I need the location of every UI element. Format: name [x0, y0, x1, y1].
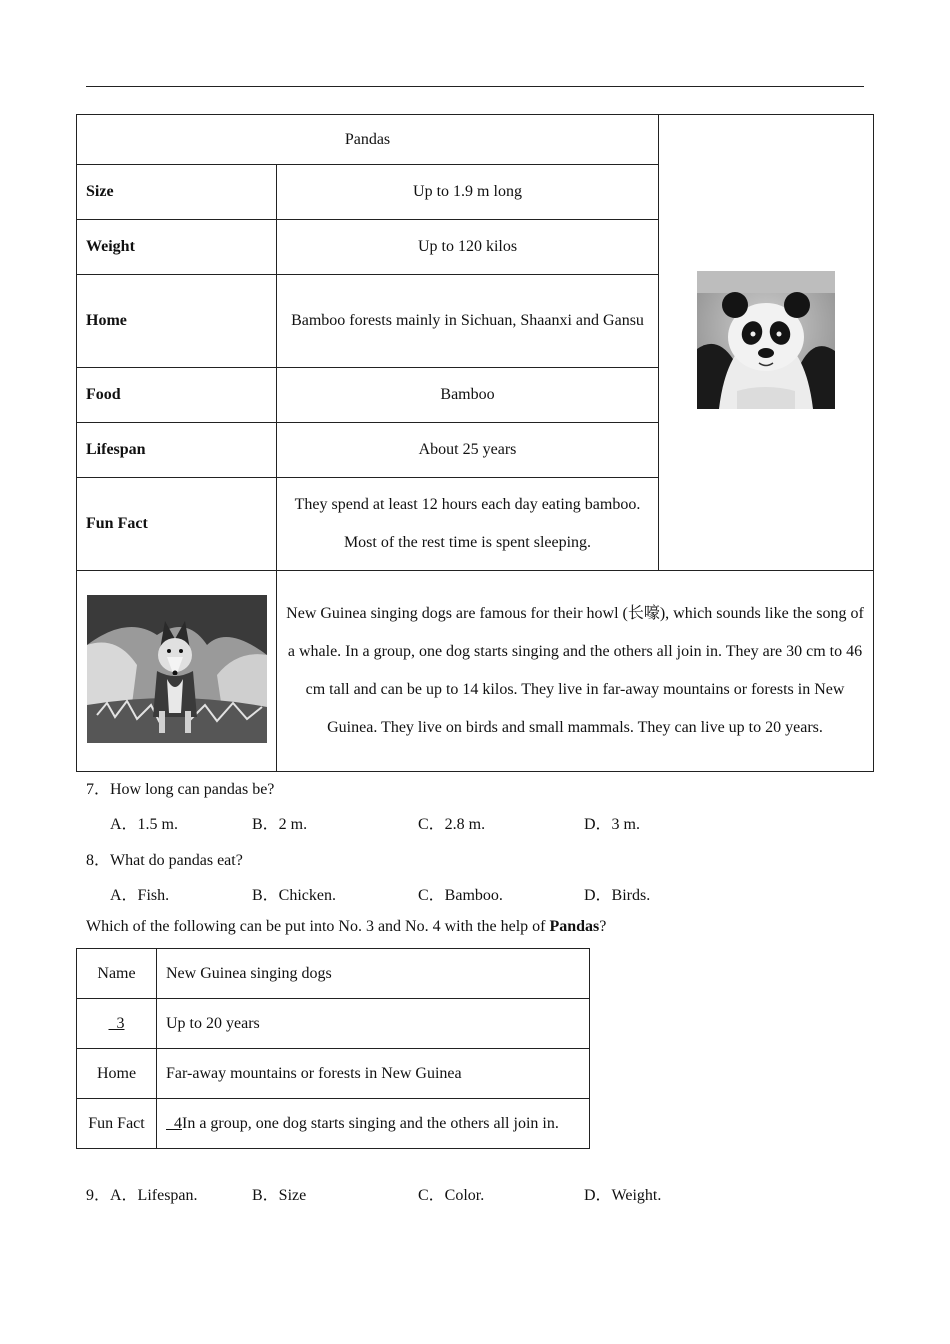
header-rule: [86, 86, 864, 87]
q8-option-b: B．Chicken.: [252, 887, 336, 904]
row-value-size: Up to 1.9 m long: [277, 165, 659, 220]
dog-row-key-fun-fact: Fun Fact: [77, 1099, 157, 1149]
row-label-fun-fact: Fun Fact: [77, 478, 277, 571]
dog-row-key-home: Home: [77, 1049, 157, 1099]
dog-photo-cell: [77, 571, 277, 772]
intro-end: ?: [599, 918, 607, 935]
blank-3-number: 3: [116, 1014, 125, 1032]
blank-3: [109, 1015, 125, 1032]
panda-info-table: [76, 114, 874, 772]
q9-option-c: C．Color.: [418, 1187, 485, 1204]
q7-option-c: C．2.8 m.: [418, 816, 486, 833]
dog-photo: [87, 595, 267, 743]
q9-option-a: 9．A．Lifespan.: [86, 1187, 198, 1204]
q7-option-d: D．3 m.: [584, 816, 641, 833]
panda-table-title: Pandas: [77, 115, 659, 165]
dog-fill-table: [76, 948, 590, 1149]
dog-row-value-fun-fact: [157, 1099, 590, 1149]
row-value-fun-fact: They spend at least 12 hours each day eating bamboo. Most of the rest time is spent sleeping.: [277, 478, 659, 571]
row-label-size: Size: [77, 165, 277, 220]
panda-photo: [697, 271, 835, 409]
q8-option-a: A．Fish.: [110, 887, 170, 904]
dog-row-value-lifespan: Up to 20 years: [157, 999, 590, 1049]
q8-option-c: C．Bamboo.: [418, 887, 503, 904]
q9-option-d: D．Weight.: [584, 1187, 662, 1204]
dog-row-key-name: Name: [77, 949, 157, 999]
panda-photo-cell: [659, 115, 874, 571]
dog-row-value-name: New Guinea singing dogs: [157, 949, 590, 999]
row-value-home: Bamboo forests mainly in Sichuan, Shaanxi and Gansu: [277, 275, 659, 368]
row-label-lifespan: Lifespan: [77, 423, 277, 478]
q9-option-b: B．Size: [252, 1187, 307, 1204]
table-intro: [86, 918, 606, 936]
dog-row-key-blank-3: [77, 999, 157, 1049]
blank-4: [166, 1115, 182, 1132]
row-label-weight: Weight: [77, 220, 277, 275]
row-value-lifespan: About 25 years: [277, 423, 659, 478]
question-7: 7．How long can pandas be?: [86, 781, 275, 798]
intro-text: Which of the following can be put into No. 3 and No. 4 with the help of: [86, 918, 550, 935]
q7-option-a: A．1.5 m.: [110, 816, 179, 833]
q7-option-b: B．2 m.: [252, 816, 308, 833]
row-value-weight: Up to 120 kilos: [277, 220, 659, 275]
q8-option-d: D．Birds.: [584, 887, 651, 904]
row-label-food: Food: [77, 368, 277, 423]
question-8: 8．What do pandas eat?: [86, 852, 243, 869]
row-value-food: Bamboo: [277, 368, 659, 423]
dog-description: New Guinea singing dogs are famous for their howl (长嚎), which sounds like the song of a whale. In a group, one dog starts singing and the others all join in. They are 30 cm to 46 cm tall and can be up to 14 kilos. They live in far-away mountains or forests in New Guinea. They live on birds and small mammals. They can live up to 20 years.: [277, 571, 874, 772]
dog-row-value-home: Far-away mountains or forests in New Guinea: [157, 1049, 590, 1099]
intro-bold: Pandas: [549, 918, 600, 935]
blank-4-number: 4: [174, 1114, 182, 1132]
row-label-home: Home: [77, 275, 277, 368]
fun-fact-text: In a group, one dog starts singing and the others all join in.: [182, 1114, 559, 1132]
